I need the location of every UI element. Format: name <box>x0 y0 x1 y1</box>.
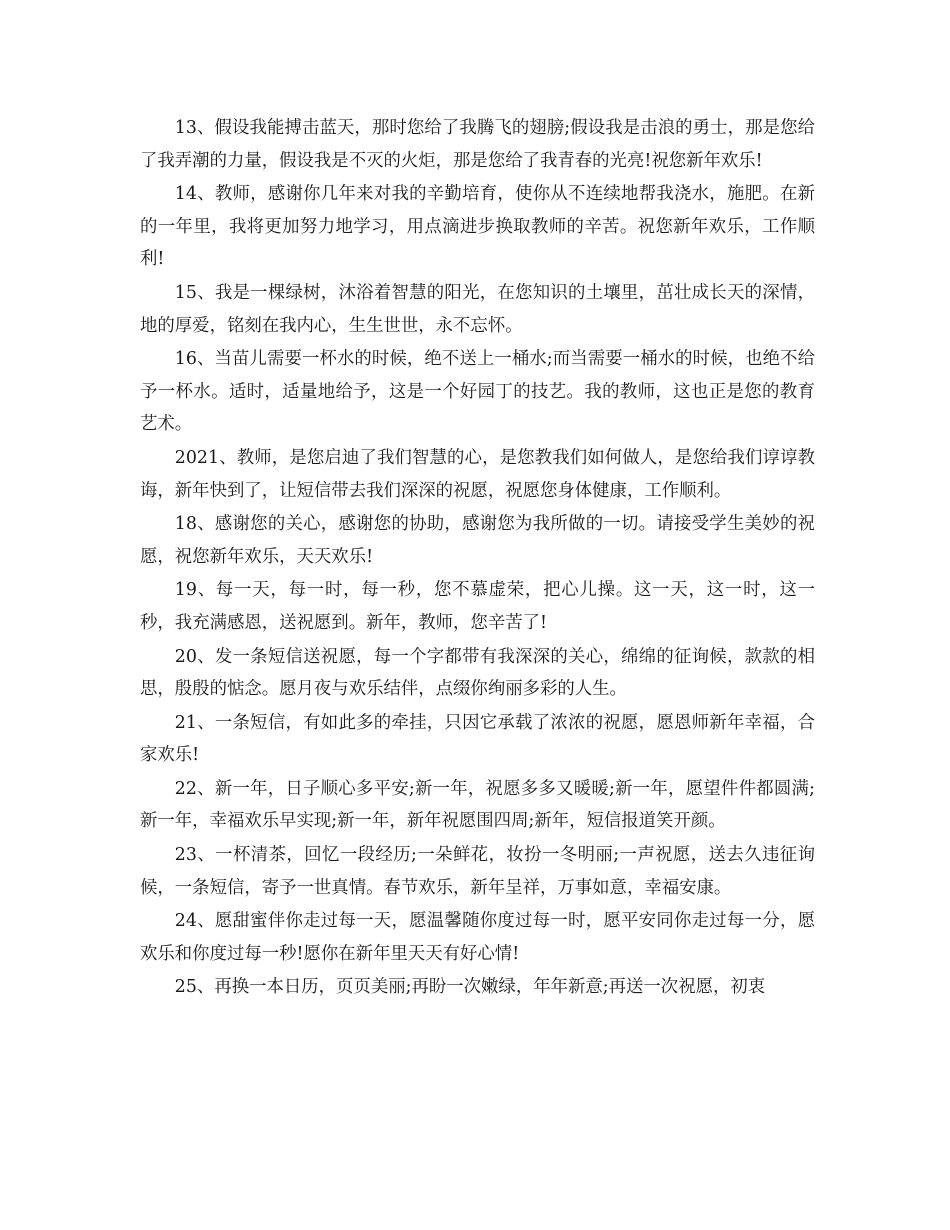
paragraph: 19、每一天，每一时，每一秒，您不慕虚荣，把心儿操。这一天，这一时，这一秒，我充满感恩，送祝愿到。新年，教师，您辛苦了! <box>140 580 815 633</box>
paragraph: 22、新一年，日子顺心多平安;新一年，祝愿多多又暖暖;新一年，愿望件件都圆满;新一年，幸福欢乐早实现;新一年，新年祝愿围四周;新年，短信报道笑开颜。 <box>140 778 815 832</box>
paragraph: 18、感谢您的关心，感谢您的协助，感谢您为我所做的一切。请接受学生美妙的祝愿，祝您新年欢乐，天天欢乐! <box>140 514 815 567</box>
paragraph: 21、一条短信，有如此多的牵挂，只因它承载了浓浓的祝愿，愿恩师新年幸福，合家欢乐! <box>140 712 815 766</box>
paragraph: 25、再换一本日历，页页美丽;再盼一次嫩绿，年年新意;再送一次祝愿，初衷 <box>174 977 766 998</box>
paragraph: 15、我是一棵绿树，沐浴着智慧的阳光，在您知识的土壤里，茁壮成长天的深情，地的厚爱，铭刻在我内心，生生世世，永不忘怀。 <box>140 282 815 336</box>
paragraph: 2021、教师，是您启迪了我们智慧的心，是您教我们如何做人，是您给我们谆谆教诲，新年快到了，让短信带去我们深深的祝愿，祝愿您身体健康，工作顺利。 <box>140 447 815 501</box>
paragraph: 16、当苗儿需要一杯水的时候，绝不送上一桶水;而当需要一桶水的时候，也绝不给予一杯水。适时，适量地给予，这是一个好园丁的技艺。我的教师，这也正是您的教育艺术。 <box>140 349 815 435</box>
paragraph: 23、一杯清茶，回忆一段经历;一朵鲜花，妆扮一冬明丽;一声祝愿，送去久违征询候，一条短信，寄予一世真情。春节欢乐，新年呈祥，万事如意，幸福安康。 <box>140 845 815 898</box>
paragraph: 13、假设我能搏击蓝天，那时您给了我腾飞的翅膀;假设我是击浪的勇士，那是您给了我弄潮的力量，假设我是不灭的火炬，那是您给了我青春的光亮!祝您新年欢乐! <box>140 118 815 171</box>
paragraph: 20、发一条短信送祝愿，每一个字都带有我深深的关心，绵绵的征询候，款款的相思，殷殷的惦念。愿月夜与欢乐结伴，点缀你绚丽多彩的人生。 <box>140 646 815 700</box>
paragraph: 14、教师，感谢你几年来对我的辛勤培育，使你从不连续地帮我浇水，施肥。在新的一年里，我将更加努力地学习，用点滴进步换取教师的辛苦。祝您新年欢乐，工作顺利! <box>140 184 815 270</box>
paragraph: 24、愿甜蜜伴你走过每一天，愿温馨随你度过每一时，愿平安同你走过每一分，愿欢乐和你度过每一秒!愿你在新年里天天有好心情! <box>140 911 815 964</box>
document-body <box>140 112 815 1005</box>
